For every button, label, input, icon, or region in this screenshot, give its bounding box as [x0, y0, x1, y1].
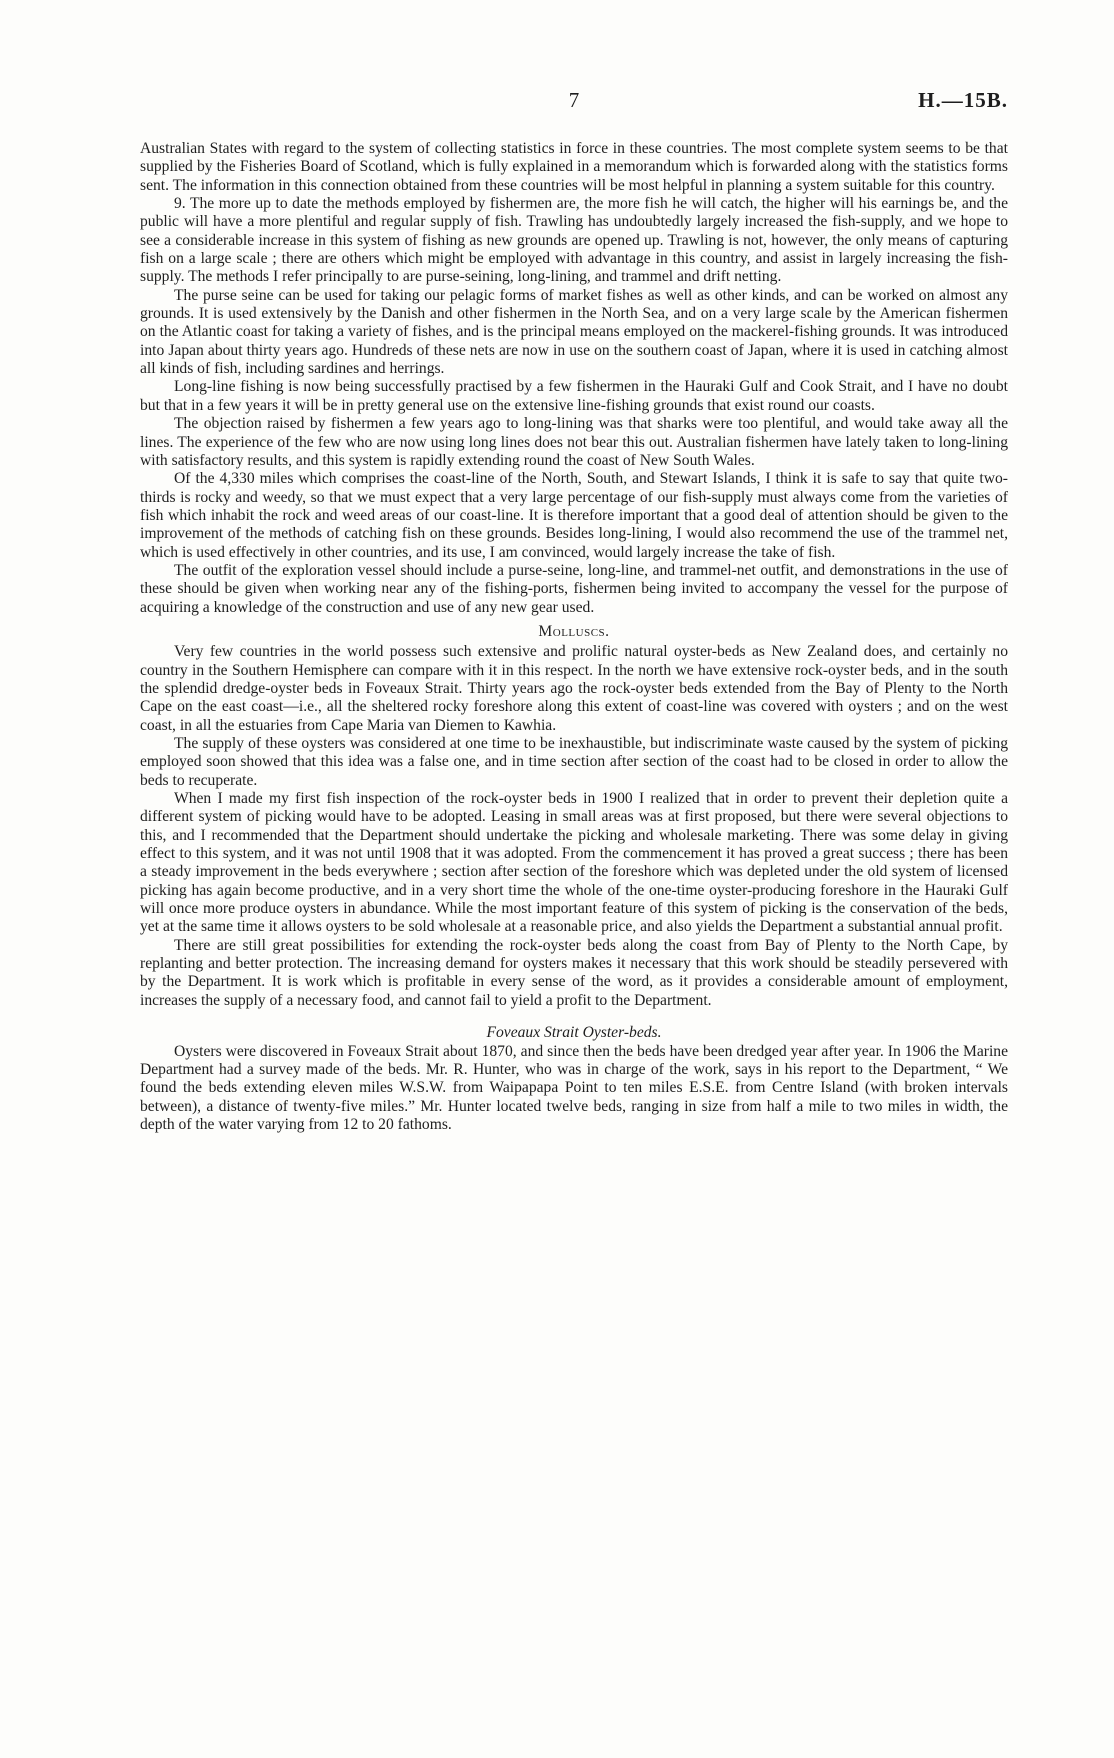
- paragraph-inspection-1900: When I made my first fish inspection of the rock-oyster beds in 1900 I realized that in order to prevent their depletion quite a different system of picking would have to be adopted. Leasing in small areas was at first proposed, but there were several objections to this, and I recommended that the Department should undertake the picking and wholesale marketing. There was some delay in giving effect to this system, and it was not until 1908 that it was adopted. From the commencement it has proved a great success ; there has been a steady improvement in the beds everywhere ; section after section of the foreshore which was depleted under the old system of licensed picking has again become productive, and in a very short time the whole of the one-time oyster-producing foreshore in the Hauraki Gulf will once more produce oysters in abundance. While the most important feature of this system of picking is the conservation of the beds, yet at the same time it allows oysters to be sold wholesale at a reasonable price, and also yields the Department a substantial annual profit.: [140, 790, 1008, 936]
- paragraph-long-line: Long-line fishing is now being successfully practised by a few fishermen in the Hauraki Gulf and Cook Strait, and I have no doubt but that in a few years it will be in pretty general use on the extensive line-fishing grounds that exist round our coasts.: [140, 378, 1008, 414]
- document-reference: H.—15B.: [918, 88, 1008, 112]
- paragraph-oyster-beds: Very few countries in the world possess such extensive and prolific natural oyster-beds as New Zealand does, and certainly no country in the Southern Hemisphere can compare with it in this respect. In the north we have extensive rock-oyster beds, and in the south the splendid dredge-oyster beds in Foveaux Strait. Thirty years ago the rock-oyster beds extended from the Bay of Plenty to the North Cape on the east coast—i.e., all the sheltered rocky foreshore along this extent of coast-line was covered with oysters ; and on the west coast, in all the estuaries from Cape Maria van Diemen to Kawhia.: [140, 643, 1008, 734]
- document-body: [140, 140, 1008, 1134]
- page-number: 7: [568, 88, 580, 112]
- paragraph-purse-seine: The purse seine can be used for taking our pelagic forms of market fishes as well as other kinds, and can be worked on almost any grounds. It is used extensively by the Danish and other fishermen in the North Sea, and on a very large scale by the American fishermen on the Atlantic coast for taking a variety of fishes, and is the principal means employed on the mackerel-fishing grounds. It was introduced into Japan about thirty years ago. Hundreds of these nets are now in use on the southern coast of Japan, where it is used in catching almost all kinds of fish, including sardines and herrings.: [140, 286, 1008, 378]
- paragraph-sharks-objection: The objection raised by fishermen a few years ago to long-lining was that sharks were too plentiful, and would take away all the lines. The experience of the few who are now using long lines does not bear this out. Australian fishermen have lately taken to long-lining with satisfactory results, and this system is rapidly extending round the coast of New South Wales.: [140, 415, 1008, 469]
- paragraph-foveaux-discovery: Oysters were discovered in Foveaux Strait about 1870, and since then the beds have been dredged year after year. In 1906 the Marine Department had a survey made of the beds. Mr. R. Hunter, who was in charge of the work, says in his report to the Department, “ We found the beds extending eleven miles W.S.W. from Waipapapa Point to ten miles E.S.E. from Centre Island (with broken intervals between), a distance of twenty-five miles.” Mr. Hunter located twelve beds, ranging in size from half a mile to two miles in width, the depth of the water varying from 12 to 20 fathoms.: [140, 1042, 1008, 1133]
- paragraph-possibilities: There are still great possibilities for extending the rock-oyster beds along the coast from Bay of Plenty to the North Cape, by replanting and better protection. The increasing demand for oysters makes it necessary that this work should be steadily persevered with by the Department. It is work which is profitable in every sense of the word, as it provides a considerable amount of employment, increases the supply of a necessary food, and cannot fail to yield a profit to the Department.: [140, 936, 1008, 1009]
- paragraph-continuation: Australian States with regard to the system of collecting statistics in force in these countries. The most complete system seems to be that supplied by the Fisheries Board of Scotland, which is fully explained in a memorandum which is forwarded along with the statistics forms sent. The information in this connection obtained from these countries will be most helpful in planning a system suitable for this country.: [140, 140, 1008, 194]
- paragraph-exploration-vessel: The outfit of the exploration vessel should include a purse-seine, long-line, and trammel-net outfit, and demonstrations in the use of these should be given when working near any of the fishing-ports, fishermen being invited to accompany the vessel for the purpose of acquiring a knowledge of the construction and use of any new gear used.: [140, 561, 1008, 616]
- subsection-heading-foveaux: Foveaux Strait Oyster-beds.: [486, 1024, 662, 1042]
- page-header: [140, 88, 1008, 118]
- paragraph-9-fishing-methods: 9. The more up to date the methods employed by fishermen are, the more fish he will catch, the higher will his earnings be, and the public will have a more plentiful and regular supply of fish. Trawling has undoubtedly largely increased the fish-supply, and we hope to see a considerable increase in this system of fishing as new grounds are opened up. Trawling is not, however, the only means of capturing fish on a large scale ; there are others which might be employed with advantage in this country, and assist in largely increasing the fish-supply. The methods I refer principally to are purse-seining, long-lining, and trammel and drift netting.: [140, 195, 1008, 286]
- section-heading-molluscs: Molluscs.: [538, 622, 610, 640]
- paragraph-oyster-supply: The supply of these oysters was considered at one time to be inexhaustible, but indiscriminate waste caused by the system of picking employed soon showed that this idea was a false one, and in time section after section of the coast had to be closed in order to allow the beds to recuperate.: [140, 735, 1008, 789]
- paragraph-coast-line: Of the 4,330 miles which comprises the coast-line of the North, South, and Stewart Islands, I think it is safe to say that quite two-thirds is rocky and weedy, so that we must expect that a very large percentage of our fish-supply must always come from the varieties of fish which inhabit the rock and weed areas of our coast-line. It is therefore important that a good deal of attention should be given to the improvement of the methods of catching fish on these grounds. Besides long-lining, I would also recommend the use of the trammel net, which is used effectively in other countries, and its use, I am convinced, would largely increase the take of fish.: [140, 470, 1008, 561]
